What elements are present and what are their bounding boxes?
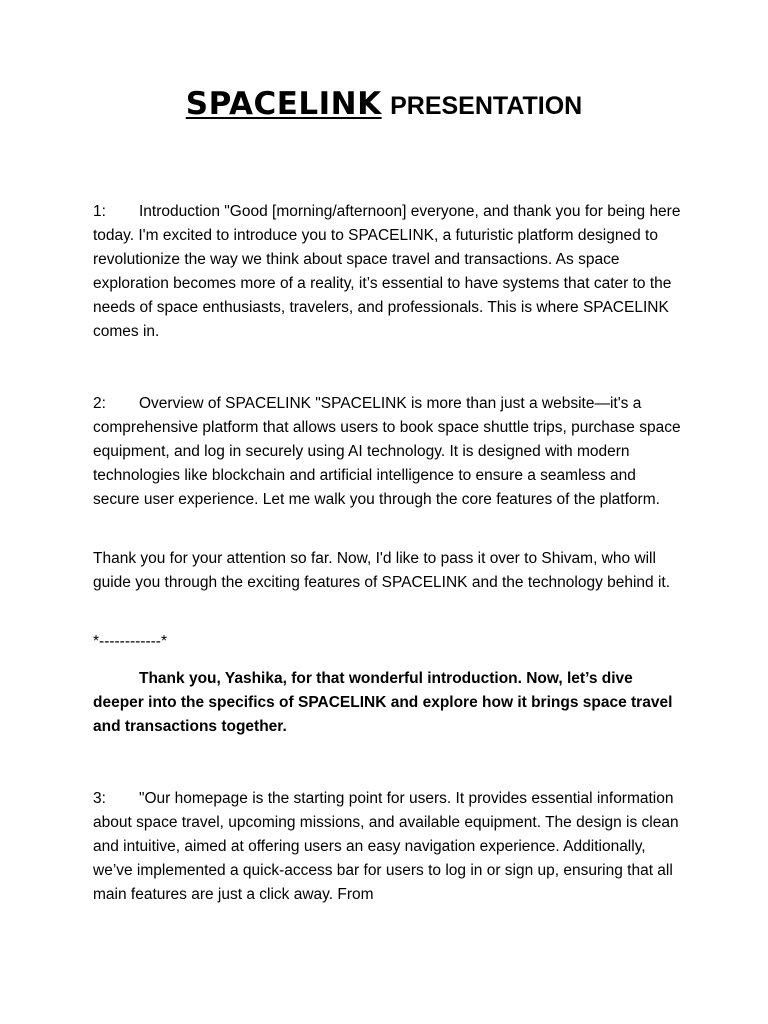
paragraph-text: Introduction "Good [morning/afternoon] everyone, and thank you for being here today. I'm excited to introduce you to SPACELINK, a futuristic platform designed to revolutionize the way we think about space travel and transactions. As space exploration becomes more of a reality, it’s essential to have systems that cater to the needs of space enthusiasts, travelers, and professionals. This is where SPACELINK comes in. [93,203,681,340]
separator-text: *------------* [93,633,168,650]
paragraph-number: 1: [93,203,106,220]
separator-line [93,630,683,654]
paragraph-text: Overview of SPACELINK "SPACELINK is more than just a website—it's a comprehensive platform that allows users to book space shuttle trips, purchase space equipment, and log in securely using AI technology. It is designed with modern technologies like blockchain and artificial intelligence to ensure a seamless and secure user experience. Let me walk you through the core features of the platform. [93,395,681,508]
paragraph-introduction [93,200,683,344]
paragraph-handover [93,547,683,595]
document-title [0,86,768,122]
paragraph-homepage [93,787,683,907]
paragraph-text: Thank you, Yashika, for that wonderful introduction. Now, let’s dive deeper into the specifics of SPACELINK and explore how it brings space travel and transactions together. [93,670,673,735]
title-subtitle: PRESENTATION [390,92,583,120]
paragraph-thanks [93,667,683,739]
paragraph-text: Thank you for your attention so far. Now, I'd like to pass it over to Shivam, who will guide you through the exciting features of SPACELINK and the technology behind it. [93,550,671,591]
paragraph-number: 2: [93,395,106,412]
title-brand: SPACELINK [185,86,382,122]
paragraph-text: "Our homepage is the starting point for users. It provides essential information about space travel, upcoming missions, and available equipment. The design is clean and intuitive, aimed at offering users an easy navigation experience. Additionally, we’ve implemented a quick-access bar for users to log in or sign up, ensuring that all main features are just a click away. From [93,790,679,903]
paragraph-number: 3: [93,790,106,807]
paragraph-overview [93,392,683,512]
